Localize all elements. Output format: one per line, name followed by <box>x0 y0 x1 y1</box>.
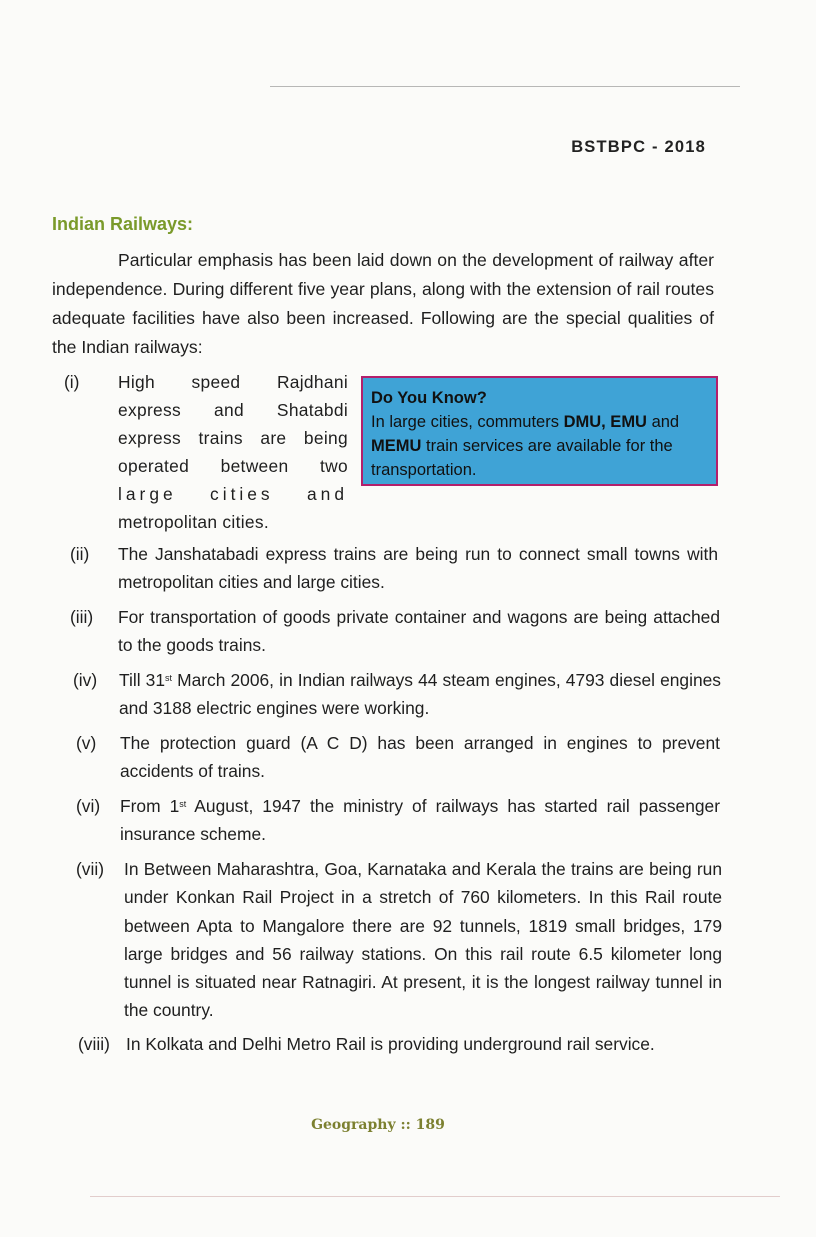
item-number: (vii) <box>76 859 105 879</box>
item-text: The protection guard (A C D) has been arranged in engines to prevent accidents of trains. <box>120 733 720 781</box>
item-text-part: High speed Rajdhani express and Shatabdi express trains are being operated between two <box>118 372 348 476</box>
top-divider <box>270 86 740 87</box>
intro-paragraph <box>52 246 714 362</box>
item-number: (i) <box>64 372 80 392</box>
section-title: Indian Railways: <box>52 214 194 234</box>
item-text <box>118 368 348 536</box>
item-number: (ii) <box>70 544 90 564</box>
item-number: (v) <box>76 733 97 753</box>
item-number: (iii) <box>70 607 94 627</box>
item-number: (iv) <box>73 670 98 690</box>
item-text: Till 31st March 2006, in Indian railways 44 steam engines, 4793 diesel engines and 3188 electric engines were working. <box>119 670 721 718</box>
item-number: (vi) <box>76 796 101 816</box>
item-text: From 1st August, 1947 the ministry of railways has started rail passenger insurance scheme. <box>120 796 720 844</box>
bottom-divider <box>90 1196 780 1197</box>
do-you-know-box <box>361 376 718 486</box>
do-you-know-title: Do You Know? <box>371 389 487 407</box>
header-code: BSTBPC - 2018 <box>571 138 706 156</box>
item-text: The Janshatabadi express trains are being run to connect small towns with metropolitan cities and large cities. <box>118 544 718 592</box>
item-number: (viii) <box>78 1034 110 1054</box>
intro-text: Particular emphasis has been laid down on the development of railway after independence. During different five year plans, along with the extension of rail routes adequate facilities have also been increased. Following are the special qualities of the Indian railways: <box>52 250 714 357</box>
item-text-part: metropolitan cities. <box>118 512 269 532</box>
item-text: For transportation of goods private container and wagons are being attached to the goods trains. <box>118 607 720 655</box>
item-text-part: large cities and <box>118 484 348 504</box>
page-footer: Geography :: 189 <box>311 1117 445 1133</box>
item-text: In Kolkata and Delhi Metro Rail is providing underground rail service. <box>126 1034 655 1054</box>
item-text: In Between Maharashtra, Goa, Karnataka and Kerala the trains are being run under Konkan Rail Project in a stretch of 760 kilometers. In this Rail route between Apta to Mangalore there are 92 tunnels, 1819 small bridges, 179 large bridges and 56 railway stations. On this rail route 6.5 kilometer long tunnel is situated near Ratnagiri. At present, it is the longest railway tunnel in the country. <box>124 859 722 1021</box>
do-you-know-text: In large cities, commuters DMU, EMU and MEMU train services are available for the transportation. <box>371 413 680 479</box>
